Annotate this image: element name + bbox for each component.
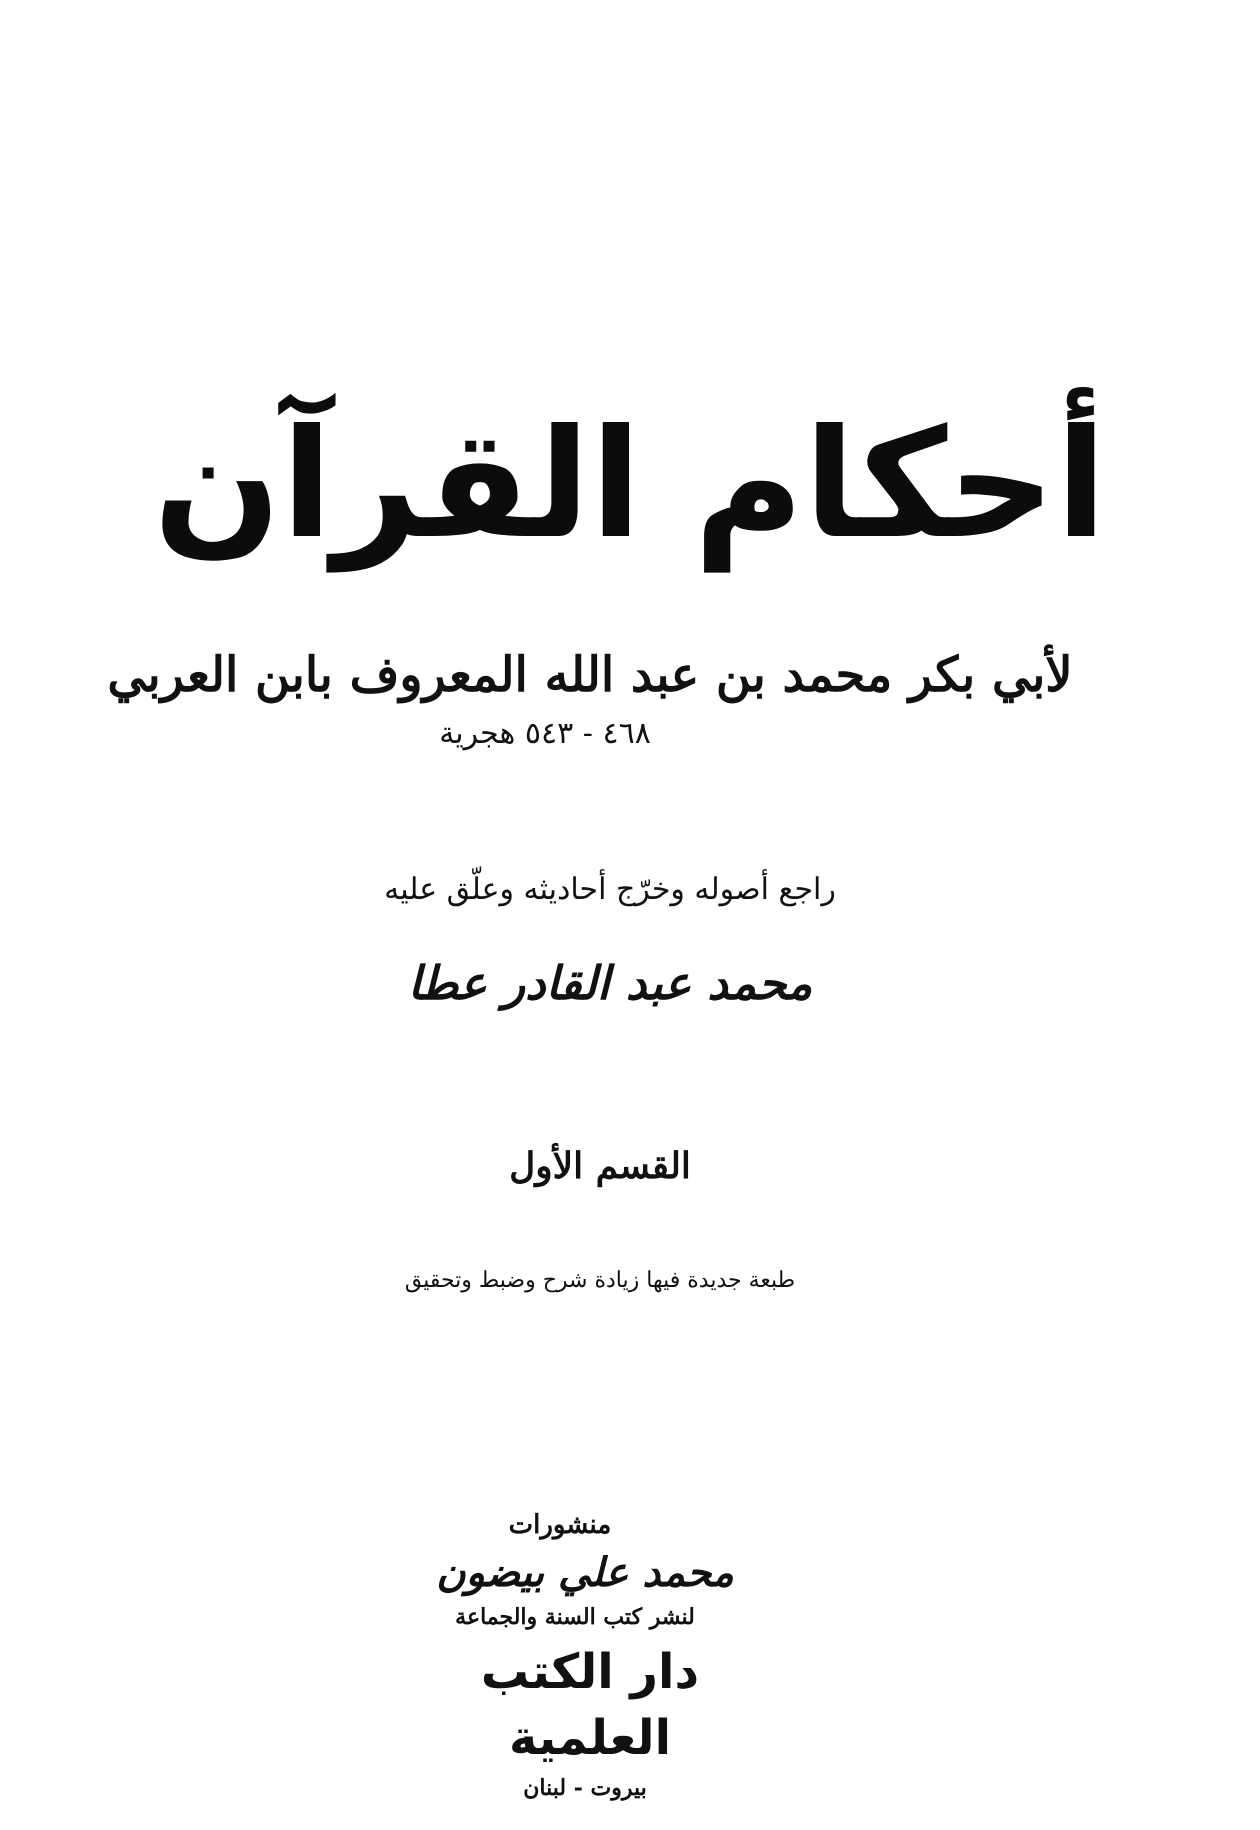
reviewed-by-line: راجع أصوله وخرّج أحاديثه وعلّق عليه [384,872,836,907]
publishing-house: دار الكتب العلمية [480,1644,700,1766]
part-label: القسم الأول [509,1145,691,1187]
author-dates: ٤٦٨ - ٥٤٣ هجرية [439,716,651,751]
edition-note: طبعة جديدة فيها زيادة شرح وضبط وتحقيق [404,1268,796,1293]
publisher-block [400,1505,780,1805]
publisher-city: بيروت - لبنان [523,1775,647,1801]
publisher-label: منشورات [508,1510,612,1540]
book-title: أحكام القرآن [153,398,1107,572]
publisher-name: محمد علي بيضون [436,1549,734,1596]
editor-name: محمد عبد القادر عطا [407,956,813,1010]
publisher-tagline: لنشر كتب السنة والجماعة [455,1604,695,1630]
author-line: لأبي بكر محمد بن عبد الله المعروف بابن العربي [107,647,1073,703]
